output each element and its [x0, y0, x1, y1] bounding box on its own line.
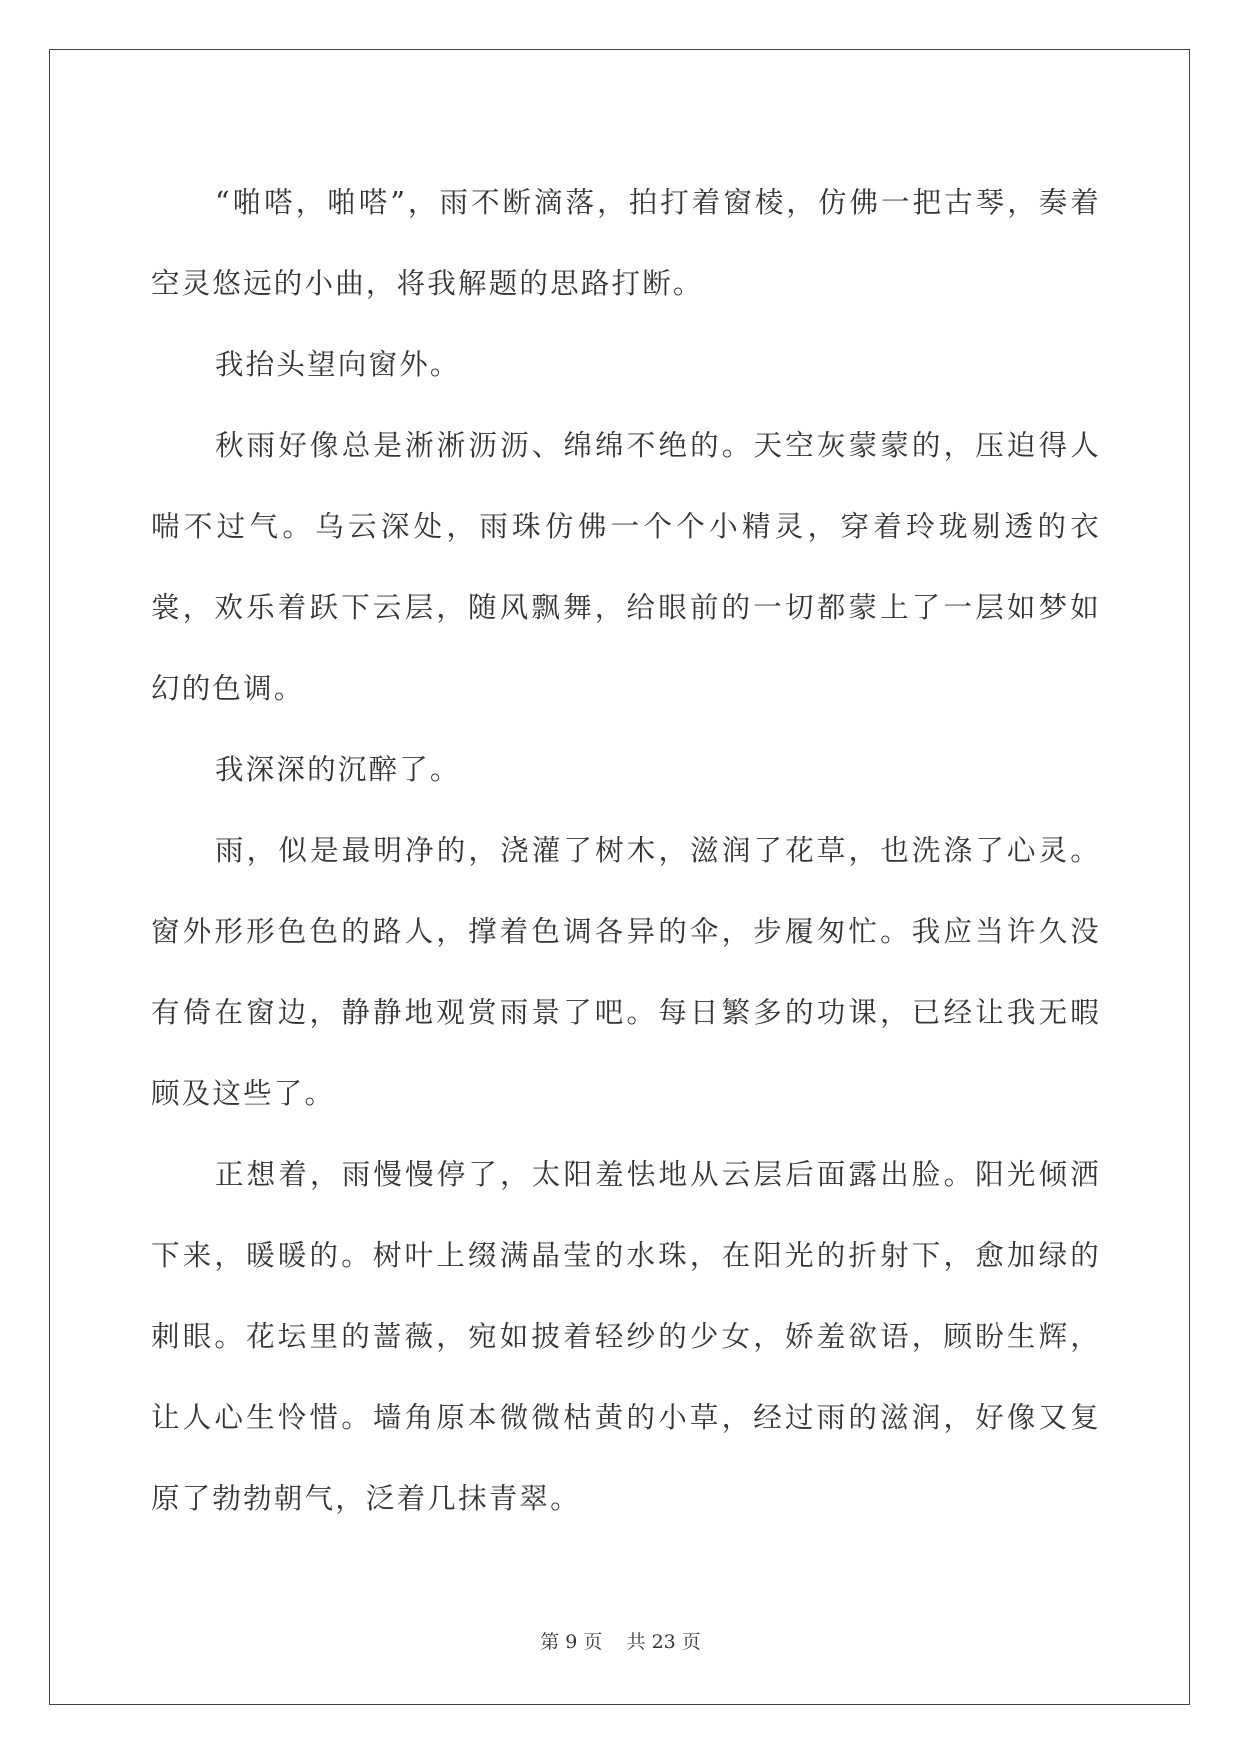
page-footer: [0, 1627, 1241, 1654]
paragraph-4: 我深深的沉醉了。: [215, 753, 461, 786]
page-number: 第 9 页: [540, 1631, 603, 1653]
page-total: 共 23 页: [626, 1631, 701, 1653]
paragraph-1: “啪嗒，啪嗒”，雨不断滴落，拍打着窗棱，仿佛一把古琴，奏着空灵悠远的小曲，将我解题的思路打断。: [151, 186, 1101, 300]
document-body: [151, 162, 1101, 1539]
paragraph-6: 正想着，雨慢慢停了，太阳羞怯地从云层后面露出脸。阳光倾洒下来，暖暖的。树叶上缀满晶莹的水珠，在阳光的折射下，愈加绿的刺眼。花坛里的蔷薇，宛如披着轻纱的少女，娇羞欲语，顾盼生辉，让人心生怜惜。墙角原本微微枯黄的小草，经过雨的滋润，好像又复原了勃勃朝气，泛着几抹青翠。: [151, 1158, 1101, 1515]
paragraph-5: 雨，似是最明净的，浇灌了树木，滋润了花草，也洗涤了心灵。窗外形形色色的路人，撑着色调各异的伞，步履匆忙。我应当许久没有倚在窗边，静静地观赏雨景了吧。每日繁多的功课，已经让我无暇顾及这些了。: [151, 834, 1101, 1110]
paragraph-3: 秋雨好像总是淅淅沥沥、绵绵不绝的。天空灰蒙蒙的，压迫得人喘不过气。乌云深处，雨珠仿佛一个个小精灵，穿着玲珑剔透的衣裳，欢乐着跃下云层，随风飘舞，给眼前的一切都蒙上了一层如梦如幻的色调。: [151, 429, 1101, 705]
paragraph-2: 我抬头望向窗外。: [215, 348, 461, 381]
